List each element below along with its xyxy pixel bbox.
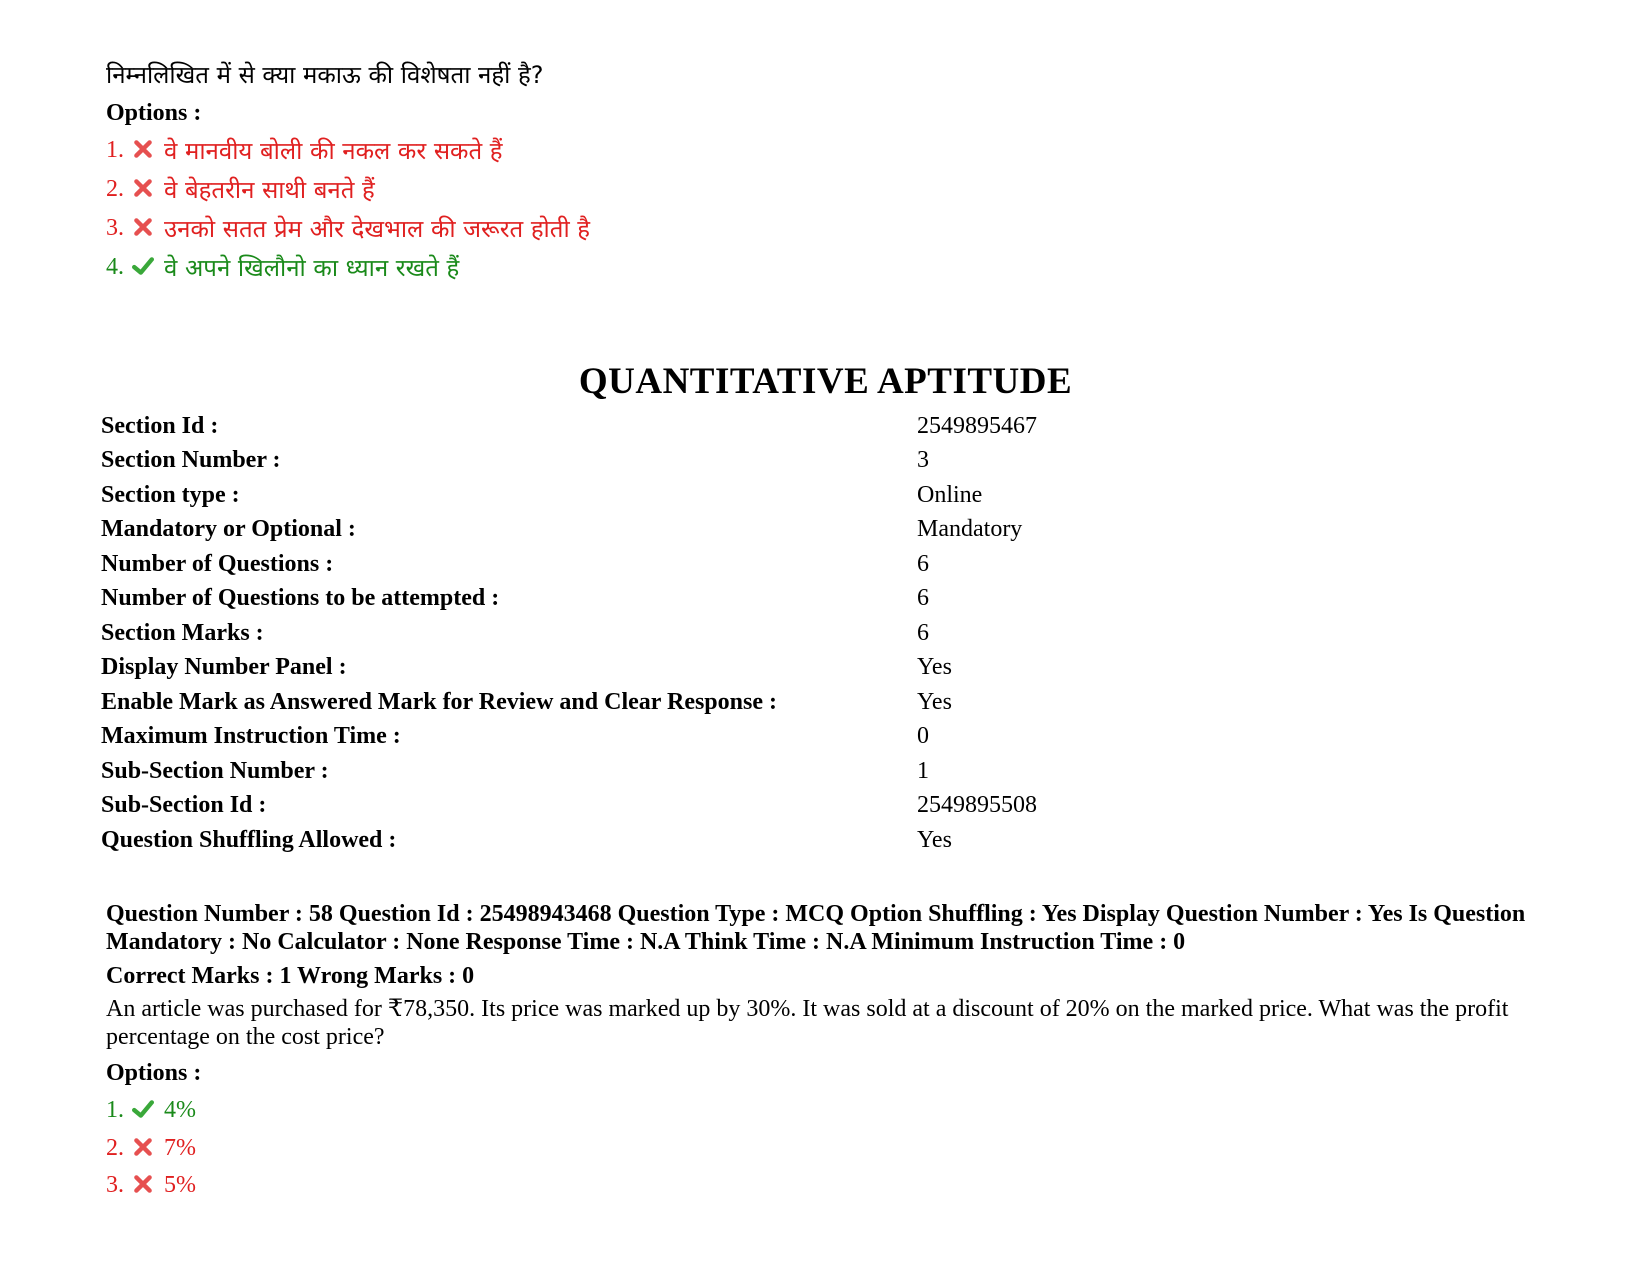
option-item bbox=[106, 1093, 196, 1127]
info-value: Mandatory bbox=[917, 516, 1023, 542]
info-value: Yes bbox=[917, 689, 952, 715]
options-label: Options : bbox=[106, 1060, 202, 1086]
info-value: 3 bbox=[917, 447, 929, 473]
section-title: QUANTITATIVE APTITUDE bbox=[578, 361, 1073, 402]
option-number: 1. bbox=[106, 136, 124, 163]
option-text: वे मानवीय बोली की नकल कर सकते हैं bbox=[164, 136, 503, 165]
info-value: Online bbox=[917, 482, 983, 508]
section-info-row bbox=[101, 482, 1551, 516]
option-number: 4. bbox=[106, 253, 124, 280]
cross-icon bbox=[132, 1173, 156, 1197]
info-key: Section Number : bbox=[101, 447, 281, 473]
section-info-row bbox=[101, 585, 1551, 619]
option-number: 2. bbox=[106, 1134, 124, 1161]
option-item bbox=[106, 211, 590, 245]
section-info-row bbox=[101, 689, 1551, 723]
info-key: Sub-Section Id : bbox=[101, 792, 267, 818]
info-value: 1 bbox=[917, 758, 929, 784]
checkmark-icon bbox=[132, 255, 156, 279]
section-info-row bbox=[101, 758, 1551, 792]
cross-icon bbox=[132, 138, 156, 162]
info-key: Section Id : bbox=[101, 413, 219, 439]
info-value: 6 bbox=[917, 551, 929, 577]
info-value: Yes bbox=[917, 827, 952, 853]
option-number: 3. bbox=[106, 214, 124, 241]
section-info-row bbox=[101, 654, 1551, 688]
option-item bbox=[106, 172, 375, 206]
info-value: 0 bbox=[917, 723, 929, 749]
info-value: 2549895467 bbox=[917, 413, 1037, 439]
option-number: 1. bbox=[106, 1096, 124, 1123]
cross-icon bbox=[132, 216, 156, 240]
option-text: 4% bbox=[164, 1096, 196, 1123]
info-key: Mandatory or Optional : bbox=[101, 516, 356, 542]
info-key: Question Shuffling Allowed : bbox=[101, 827, 397, 853]
section-info-row bbox=[101, 620, 1551, 654]
info-key: Enable Mark as Answered Mark for Review and Clear Response : bbox=[101, 689, 777, 715]
info-key: Number of Questions : bbox=[101, 551, 334, 577]
option-text: 5% bbox=[164, 1171, 196, 1198]
info-key: Number of Questions to be attempted : bbox=[101, 585, 500, 611]
section-info-row bbox=[101, 516, 1551, 550]
info-value: 2549895508 bbox=[917, 792, 1037, 818]
option-item bbox=[106, 1131, 196, 1165]
section-info-row bbox=[101, 551, 1551, 585]
question-text: An article was purchased for ₹78,350. Its price was marked up by 30%. It was sold at a discount of 20% on the marked price. What was the profit percentage on the cost price? bbox=[106, 996, 1509, 1050]
info-key: Sub-Section Number : bbox=[101, 758, 329, 784]
question-text: निम्नलिखित में से क्या मकाऊ की विशेषता नहीं है? bbox=[106, 61, 544, 89]
checkmark-icon bbox=[132, 1098, 156, 1122]
info-key: Maximum Instruction Time : bbox=[101, 723, 401, 749]
option-text: वे बेहतरीन साथी बनते हैं bbox=[164, 175, 375, 204]
option-number: 2. bbox=[106, 175, 124, 202]
info-key: Section Marks : bbox=[101, 620, 264, 646]
section-info-row bbox=[101, 447, 1551, 481]
option-text: 7% bbox=[164, 1134, 196, 1161]
options-label: Options : bbox=[106, 100, 202, 126]
section-info-row bbox=[101, 827, 1551, 861]
question-marks: Correct Marks : 1 Wrong Marks : 0 bbox=[106, 963, 475, 989]
section-info-row bbox=[101, 413, 1551, 447]
question-meta: Question Number : 58 Question Id : 25498943468 Question Type : MCQ Option Shuffling : Yes Display Question Number : Yes Is Question Mandatory : No Calculator : None Response Time : N.A Think Time : N.A Minimum Instruction Time : 0 bbox=[106, 901, 1526, 955]
option-item bbox=[106, 133, 503, 167]
option-item bbox=[106, 250, 459, 284]
cross-icon bbox=[132, 177, 156, 201]
cross-icon bbox=[132, 1136, 156, 1160]
option-number: 3. bbox=[106, 1171, 124, 1198]
section-info-row bbox=[101, 792, 1551, 826]
info-value: 6 bbox=[917, 620, 929, 646]
info-key: Display Number Panel : bbox=[101, 654, 347, 680]
option-text: वे अपने खिलौनो का ध्यान रखते हैं bbox=[164, 253, 460, 282]
section-info-row bbox=[101, 723, 1551, 757]
option-item bbox=[106, 1168, 196, 1202]
info-value: 6 bbox=[917, 585, 929, 611]
option-text: उनको सतत प्रेम और देखभाल की जरूरत होती है bbox=[164, 214, 591, 243]
info-key: Section type : bbox=[101, 482, 240, 508]
info-value: Yes bbox=[917, 654, 952, 680]
